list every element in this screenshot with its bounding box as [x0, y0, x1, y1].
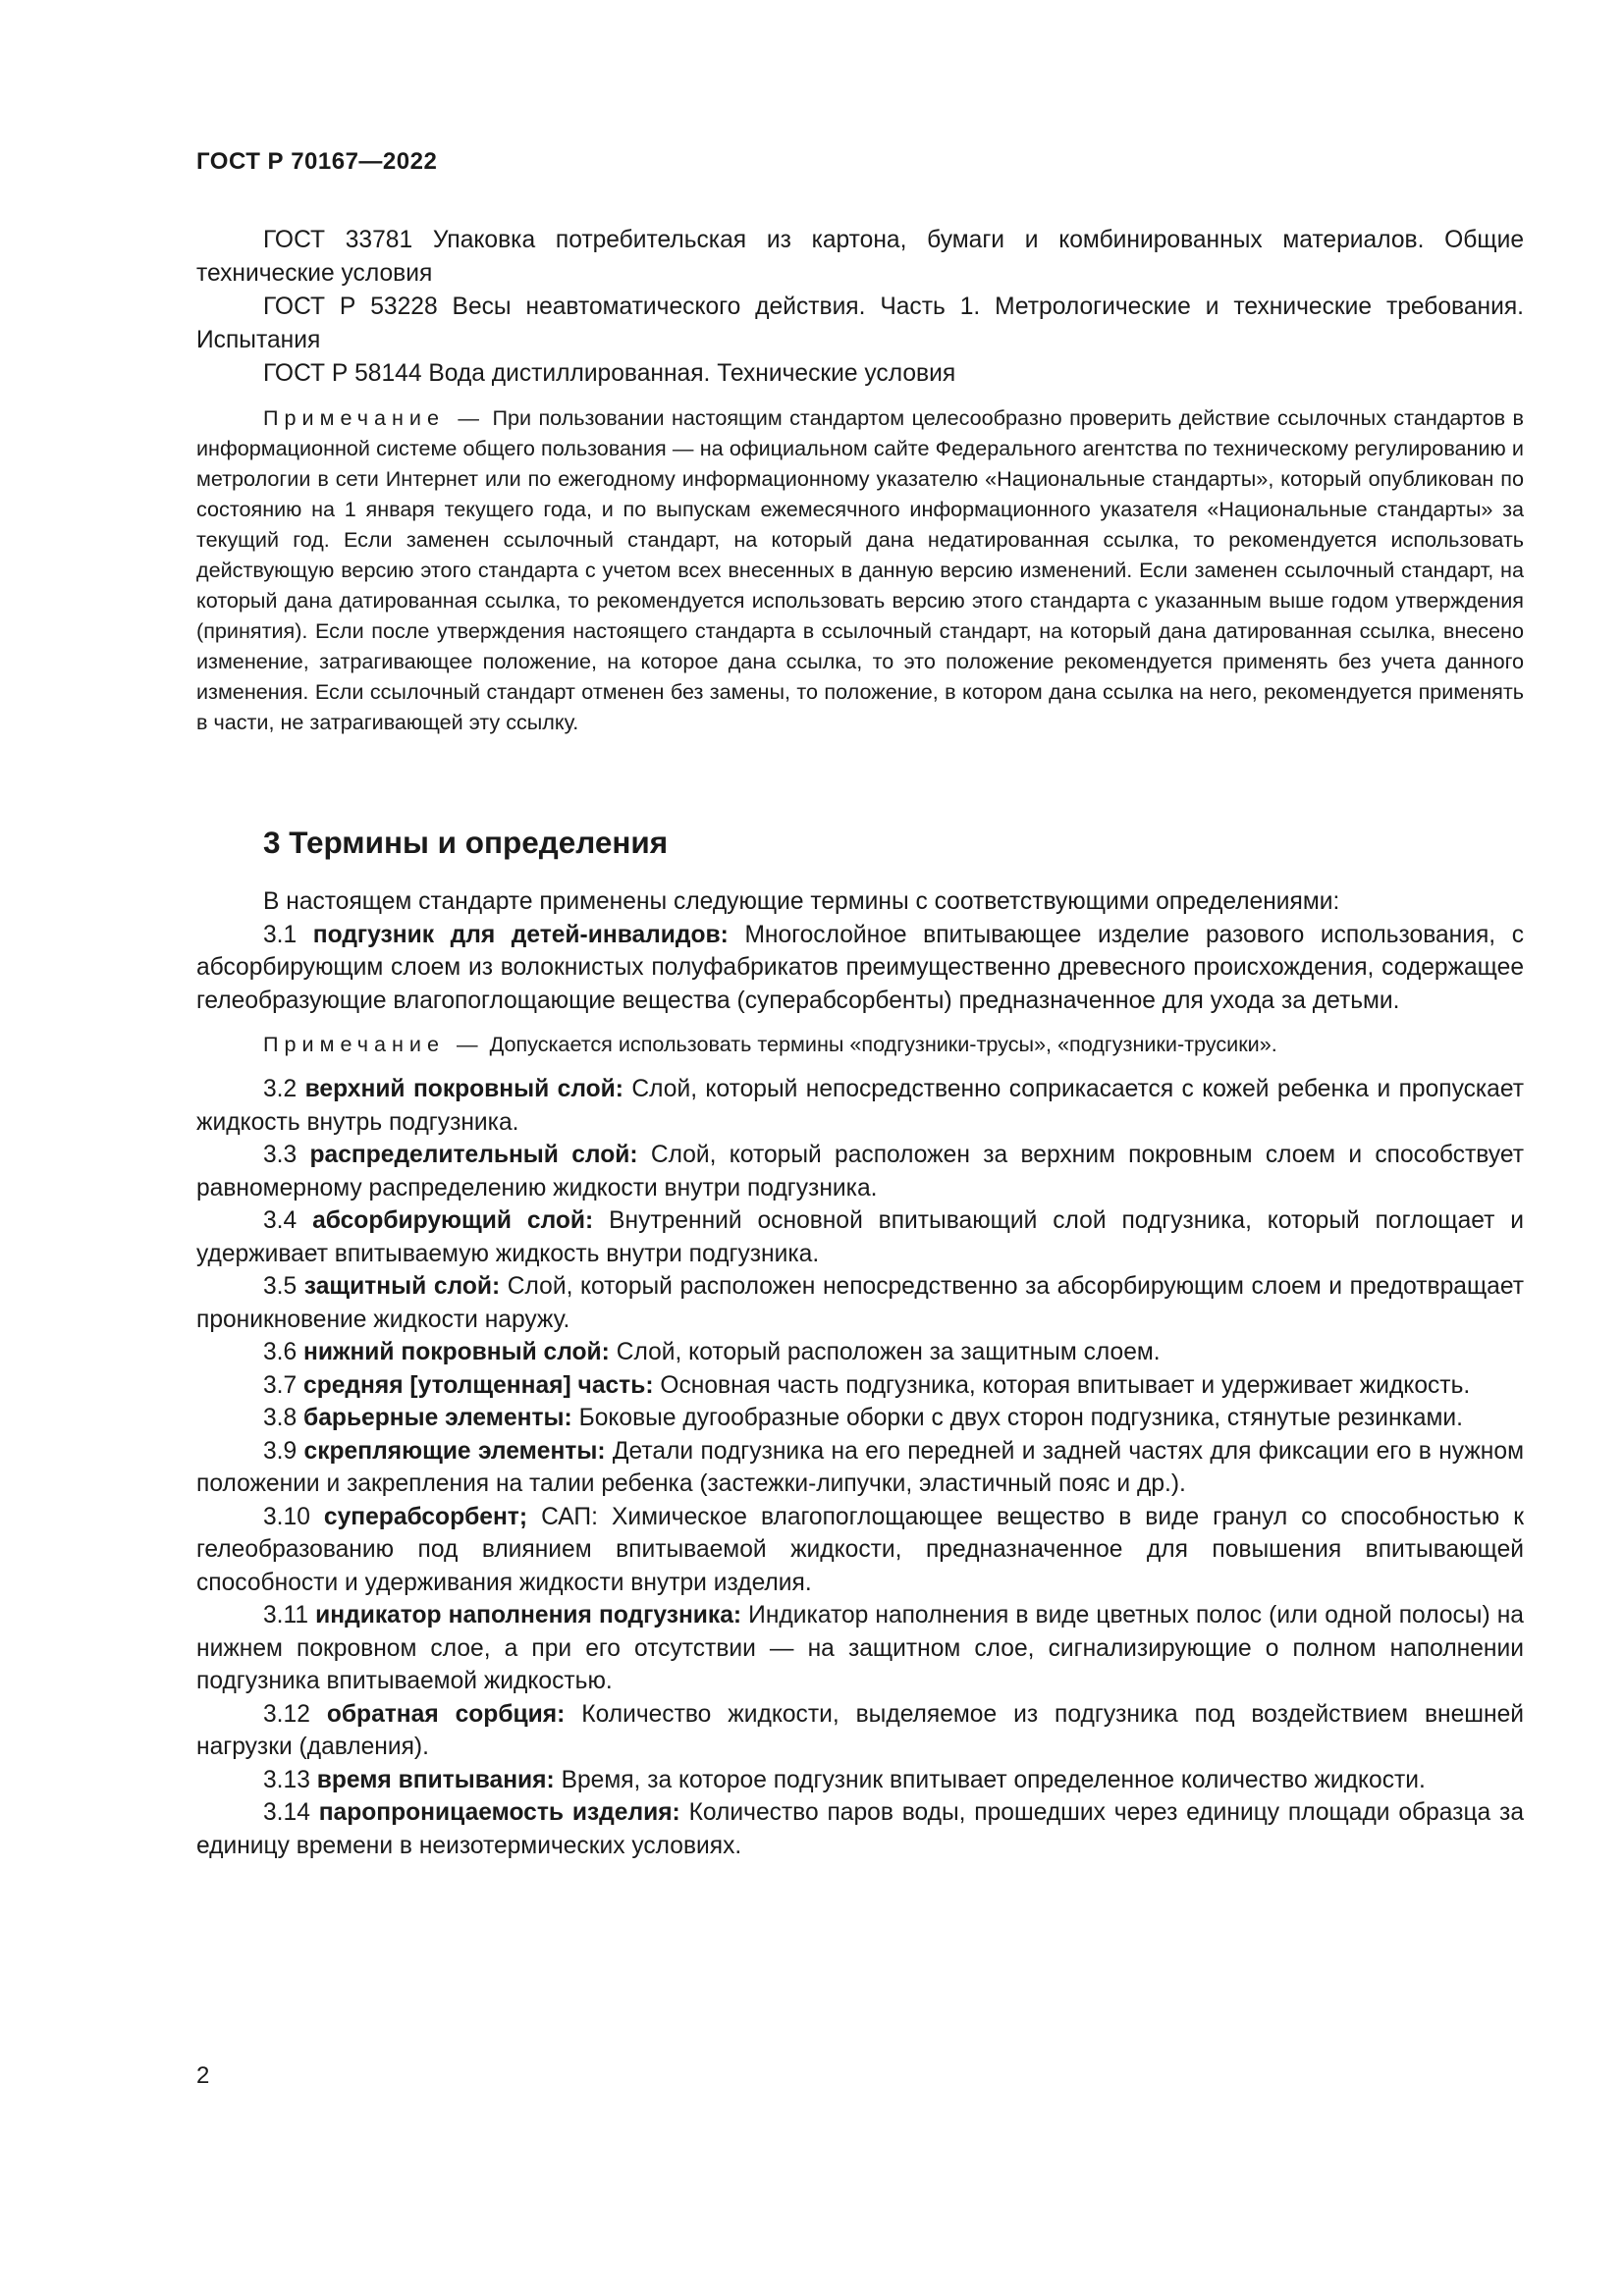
term-entry [196, 1073, 1524, 1139]
term-name: средняя [утолщенная] часть: [303, 1371, 654, 1399]
term-definition: Основная часть подгузника, которая впитывает и удерживает жидкость. [660, 1371, 1471, 1399]
term-entry [196, 1698, 1524, 1764]
term-entry [196, 1764, 1524, 1797]
term-entry [196, 1501, 1524, 1600]
term-number: 3.7 [263, 1371, 298, 1399]
note-label: Примечание — [263, 405, 486, 430]
term-number: 3.12 [263, 1700, 310, 1728]
term-name: верхний покровный слой: [304, 1076, 623, 1102]
term-number: 3.9 [263, 1437, 298, 1465]
terms-list [196, 885, 1524, 1862]
term-name: суперабсорбент; [323, 1503, 528, 1530]
reference-item: ГОСТ Р 53228 Весы неавтоматического действия. Часть 1. Метрологические и технические требования. Испытания [196, 294, 1524, 353]
term-entry [196, 1402, 1524, 1435]
term-entry [196, 1599, 1524, 1698]
term-name: время впитывания: [316, 1766, 555, 1793]
term-number: 3.2 [263, 1076, 298, 1102]
term-definition: Слой, который расположен непосредственно за абсорбирующим слоем и предотвращает проникновение жидкости наружу. [196, 1273, 1524, 1333]
term-entry [196, 1369, 1524, 1403]
term-entry [196, 1796, 1524, 1862]
term-name: распределительный слой: [309, 1142, 638, 1168]
term-definition: Количество паров воды, прошедших через единицу площади образца за единицу времени в неизотермических условиях. [196, 1799, 1524, 1859]
term-number: 3.8 [263, 1405, 298, 1431]
term-number: 3.13 [263, 1766, 310, 1793]
reference-item: ГОСТ Р 58144 Вода дистиллированная. Технические условия [263, 360, 956, 387]
term-name: индикатор наполнения подгузника: [315, 1602, 742, 1629]
term-definition: Слой, который расположен за защитным слоем. [616, 1339, 1161, 1365]
term-number: 3.5 [263, 1273, 298, 1300]
term-number: 3.3 [263, 1142, 298, 1168]
term-definition: Боковые дугообразные оборки с двух сторон подгузника, стянутые резинками. [578, 1405, 1463, 1431]
term-number: 3.6 [263, 1339, 298, 1365]
term-number: 3.10 [263, 1503, 310, 1530]
term-definition: Детали подгузника на его передней и задней частях для фиксации его в нужном положении и закрепления на талии ребенка (застежки-липучки, эластичный пояс и др.). [196, 1437, 1524, 1497]
note-paragraph [196, 402, 1524, 737]
term-name: скрепляющие элементы: [303, 1437, 606, 1465]
reference-item: ГОСТ 33781 Упаковка потребительская из картона, бумаги и комбинированных материалов. Общие технические условия [196, 227, 1524, 287]
term-name: барьерные элементы: [303, 1405, 572, 1431]
term-definition: Слой, который непосредственно соприкасается с кожей ребенка и пропускает жидкость внутрь подгузника. [196, 1076, 1524, 1136]
term-definition: Слой, который расположен за верхним покровным слоем и способствует равномерному распределению жидкости внутри подгузника. [196, 1142, 1524, 1201]
normative-references [196, 224, 1524, 391]
term-number: 3.1 [263, 921, 298, 948]
term-definition: САП: Химическое влагопоглощающее вещество в виде гранул со способностью к гелеобразованию под влиянием впитываемой жидкости, предназначенное для повышения впитывающей способности и удерживания жидкости внутри изделия. [196, 1503, 1524, 1596]
note-label: Примечание — [263, 1032, 484, 1056]
note-text: Допускается использовать термины «подгузники-трусы», «подгузники-трусики». [489, 1032, 1277, 1056]
term-entry [196, 1270, 1524, 1336]
term-definition: Индикатор наполнения в виде цветных полос (или одной полосы) на нижнем покровном слое, а при его отсутствии — на защитном слое, сигнализирующие о полном наполнении подгузника впитываемой жидкостью. [196, 1602, 1524, 1694]
term-name: обратная сорбция: [326, 1700, 566, 1728]
term-entry [196, 1139, 1524, 1204]
note-text: При пользовании настоящим стандартом целесообразно проверить действие ссылочных стандартов в информационной системе общего пользования — на официальном сайте Федерального агентства по техническому регулированию и метрологии в сети Интернет или по ежегодному информационному указателю «Национальные стандарты», который опубликован по состоянию на 1 января текущего года, и по выпускам ежемесячного информационного указателя «Национальные стандарты» за текущий год. Если заменен ссылочный стандарт, на который дана недатированная ссылка, то рекомендуется использовать действующую версию этого стандарта с учетом всех внесенных в данную версию изменений. Если заменен ссылочный стандарт, на который дана датированная ссылка, то рекомендуется использовать версию этого стандарта с указанным выше годом утверждения (принятия). Если после утверждения настоящего стандарта в ссылочный стандарт, на который дана датированная ссылка, внесено изменение, затрагивающее положение, на которое дана ссылка, то это положение рекомендуется применять без учета данного изменения. Если ссылочный стандарт отменен без замены, то положение, в котором дана ссылка на него, рекомендуется применять в части, не затрагивающей эту ссылку. [196, 405, 1524, 734]
term-entry [196, 1204, 1524, 1270]
term-note [196, 1029, 1524, 1059]
term-name: нижний покровный слой: [303, 1339, 610, 1365]
term-name: подгузник для детей-инвалидов: [312, 921, 729, 948]
term-name: защитный слой: [303, 1273, 501, 1300]
term-number: 3.11 [263, 1602, 309, 1629]
term-number: 3.4 [263, 1207, 298, 1234]
term-name: паропроницаемость изделия: [318, 1799, 680, 1826]
section-heading: 3 Термины и определения [263, 825, 669, 860]
term-definition: Внутренний основной впитывающий слой подгузника, который поглощает и удерживает впитываемую жидкость внутри подгузника. [196, 1207, 1524, 1267]
term-entry [196, 919, 1524, 1018]
term-definition: Время, за которое подгузник впитывает определенное количество жидкости. [561, 1766, 1426, 1793]
term-definition: Многослойное впитывающее изделие разового использования, с абсорбирующим слоем из волокнистых полуфабрикатов преимущественно древесного происхождения, содержащее гелеобразующие влагопоглощающие вещества (суперабсорбенты) предназначенное для ухода за детьми. [196, 921, 1524, 1014]
term-name: абсорбирующий слой: [312, 1207, 594, 1234]
references-note [196, 402, 1524, 737]
document-code-header: ГОСТ Р 70167—2022 [196, 148, 438, 175]
term-entry [196, 1336, 1524, 1369]
term-number: 3.14 [263, 1799, 310, 1826]
page-number: 2 [196, 2062, 210, 2089]
term-definition: Количество жидкости, выделяемое из подгузника под воздействием внешней нагрузки (давления). [196, 1700, 1525, 1760]
term-entry [196, 1435, 1524, 1501]
section-intro: В настоящем стандарте применены следующие термины с соответствующими определениями: [263, 888, 1340, 915]
